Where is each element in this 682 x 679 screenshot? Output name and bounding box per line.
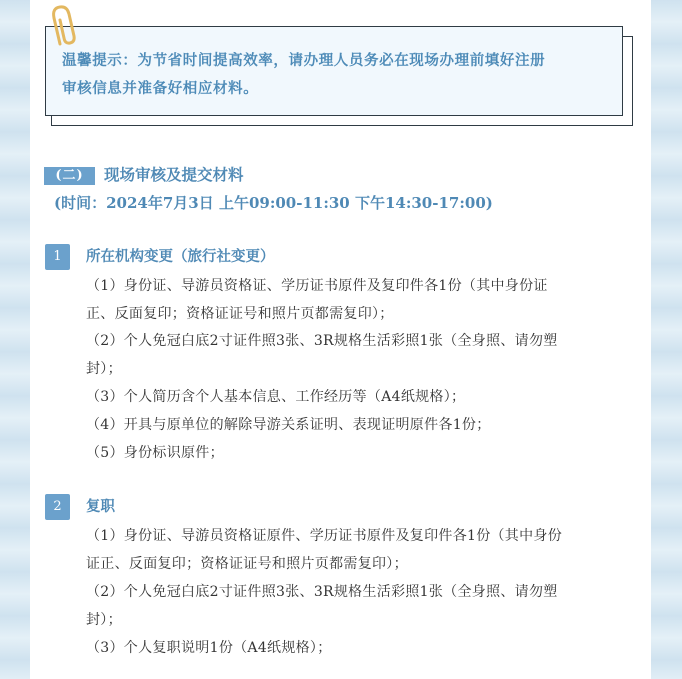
requirement-paragraph: （3）个人复职说明1份（A4纸规格）； — [86, 640, 332, 656]
item-number-badge: 1 — [45, 244, 70, 270]
paperclip-icon — [50, 4, 80, 48]
section-number-badge: (二) — [44, 167, 95, 185]
tip-line-2: 审核信息并准备好相应材料。 — [62, 80, 259, 97]
requirement-paragraph: （3）个人简历含个人基本信息、工作经历等（A4纸规格）； — [86, 389, 466, 405]
tip-line-1: 温馨提示：为节省时间提高效率，请办理人员务必在现场办理前填好注册 — [62, 52, 546, 69]
requirement-paragraph: （2）个人免冠白底2寸证件照3张、3R规格生活彩照1张（全身照、请勿塑 封）； — [86, 584, 558, 628]
left-background-strip — [0, 0, 30, 679]
item-title: 复职 — [86, 498, 115, 515]
item-title: 所在机构变更（旅行社变更） — [86, 248, 275, 265]
requirement-paragraph: （1）身份证、导游员资格证、学历证书原件及复印件各1份（其中身份证 正、反面复印；资格证证号和照片页都需复印）； — [86, 278, 548, 322]
requirement-paragraph: （4）开具与原单位的解除导游关系证明、表现证明原件各1份； — [86, 417, 491, 433]
requirement-paragraph: （2）个人免冠白底2寸证件照3张、3R规格生活彩照1张（全身照、请勿塑 封）； — [86, 333, 558, 377]
right-background-strip — [651, 0, 682, 679]
section-title: 现场审核及提交材料 — [104, 165, 244, 184]
tip-box — [45, 26, 623, 116]
requirement-paragraph: （5）身份标识原件； — [86, 445, 224, 461]
section-time: (时间：2024年7月3日 上午09:00-11:30 下午14:30-17:00) — [54, 194, 493, 212]
item-number-badge: 2 — [45, 494, 70, 520]
requirement-paragraph: （1）身份证、导游员资格证原件、学历证书原件及复印件各1份（其中身份 证正、反面复印；资格证证号和照片页都需复印）； — [86, 528, 563, 572]
